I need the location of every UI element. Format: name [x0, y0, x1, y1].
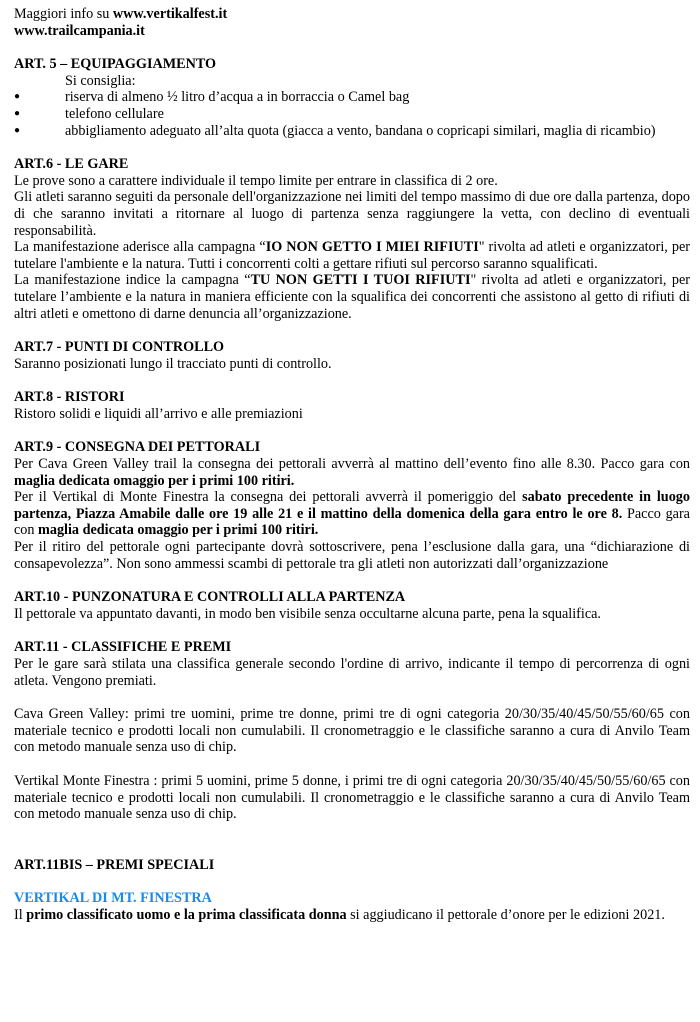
art10-heading: ART.10 - PUNZONATURA E CONTROLLI ALLA PARTENZA — [14, 589, 406, 606]
art8-paragraph: Ristoro solidi e liquidi all’arrivo e alle premiazioni — [14, 405, 303, 422]
art7-paragraph: Saranno posizionati lungo il tracciato punti di controllo. — [14, 355, 332, 372]
art9-paragraph: Per Cava Green Valley trail la consegna dei pettorali avverrà al mattino dell’evento fino alle 8.30. Pacco gara con maglia dedicata omaggio per i primi 100 ritiri. — [14, 456, 690, 489]
vertikalfest-link[interactable]: www.vertikalfest.it — [112, 6, 228, 22]
art9-paragraph: Per il ritiro del pettorale ogni partecipante dovrà sottoscrivere, pena l’esclusione dalla gara, una “dichiarazione di consapevolezza”. Non sono ammessi scambi di pettorale tra gli atleti non autorizzati dall’organizzazione — [14, 539, 690, 572]
art11-paragraph: Per le gare sarà stilata una classifica generale secondo l'ordine di arrivo, indicante il tempo di percorrenza di ogni atleta. Vengono premiati. — [14, 656, 690, 689]
art11-paragraph: Vertikal Monte Finestra : primi 5 uomini, prime 5 donne, i primi tre di ogni categoria 20/30/35/40/45/50/55/60/65 con materiale tecnico e prodotti locali non cumulabili. Il cronometraggio e le classifiche saranno a cura di Anvilo Team con metodo manuale senza uso di chip. — [14, 772, 690, 823]
art9-heading: ART.9 - CONSEGNA DEI PETTORALI — [14, 439, 261, 456]
art6-paragraph: Gli atleti saranno seguiti da personale dell'organizzazione nei limiti del tempo massimo di due ore dalla partenza, dopo di che saranno invitati a ritornare al luogo di partenza senza raggiungere la vetta, con declino di eventuali responsabilità. — [14, 189, 690, 239]
campaign-name: TU NON GETTI I TUOI RIFIUTI — [250, 272, 471, 289]
art5-heading: ART. 5 – EQUIPAGGIAMENTO — [14, 56, 217, 73]
art6-paragraph: La manifestazione aderisce alla campagna “IO NON GETTO I MIEI RIFIUTI" rivolta ad atleti e organizzatori, per tutelare l'ambiente e la natura. Tutti i concorrenti colti a gettare rifiuti sul percorso saranno squalificati. — [14, 239, 690, 272]
list-item: ● abbigliamento adeguato all’alta quota (giacca a vento, bandana o copricapi similari, maglia di ricambio) — [14, 123, 690, 140]
art5-list — [14, 89, 690, 139]
art6-paragraph: La manifestazione indice la campagna “TU NON GETTI I TUOI RIFIUTI" rivolta ad atleti e organizzatori, per tutelare l’ambiente e la natura in maniera efficiente con la squalifica dei concorrenti che assistono al getto di rifiuti di altri atleti e omettono di darne denuncia all’organizzazione. — [14, 272, 690, 322]
document-page — [14, 6, 690, 924]
art8-heading: ART.8 - RISTORI — [14, 389, 125, 406]
art11bis-subheading: VERTIKAL DI MT. FINESTRA — [14, 890, 212, 907]
art6-paragraph: Le prove sono a carattere individuale il tempo limite per entrare in classifica di 2 ore. — [14, 172, 498, 189]
art6-heading: ART.6 - LE GARE — [14, 156, 129, 173]
art10-paragraph: Il pettorale va appuntato davanti, in modo ben visibile senza occultarne alcuna parte, pena la squalifica. — [14, 605, 601, 622]
art11bis-heading: ART.11BIS – PREMI SPECIALI — [14, 856, 215, 873]
list-item: ● riserva di almeno ½ litro d’acqua a in borraccia o Camel bag — [14, 89, 690, 106]
art11-heading: ART.11 - CLASSIFICHE E PREMI — [14, 639, 232, 656]
art5-intro: Si consiglia: — [65, 72, 136, 89]
art11-paragraph: Cava Green Valley: primi tre uomini, prime tre donne, primi tre di ogni categoria 20/30/35/40/45/50/55/60/65 con materiale tecnico e prodotti locali non cumulabili. Il cronometraggio e le classifiche saranno a cura di Anvilo Team con metodo manuale senza uso di chip. — [14, 706, 690, 756]
art11bis-paragraph: Il primo classificato uomo e la prima classificata donna si aggiudicano il pettorale d’onore per le edizioni 2021. — [14, 906, 665, 923]
art7-heading: ART.7 - PUNTI DI CONTROLLO — [14, 339, 225, 356]
art9-paragraph: Per il Vertikal di Monte Finestra la consegna dei pettorali avverrà il pomeriggio del sabato precedente in luogo partenza, Piazza Amabile dalle ore 19 alle 21 e il mattino della domenica della gara entro le ore 8. Pacco gara con maglia dedicata omaggio per i primi 100 ritiri. — [14, 489, 690, 539]
campaign-name: IO NON GETTO I MIEI RIFIUTI — [265, 239, 479, 256]
list-item: ● telefono cellulare — [14, 106, 690, 123]
intro-line-1: Maggiori info su www.vertikalfest.it — [14, 6, 228, 22]
trailcampania-link[interactable]: www.trailcampania.it — [14, 22, 145, 39]
